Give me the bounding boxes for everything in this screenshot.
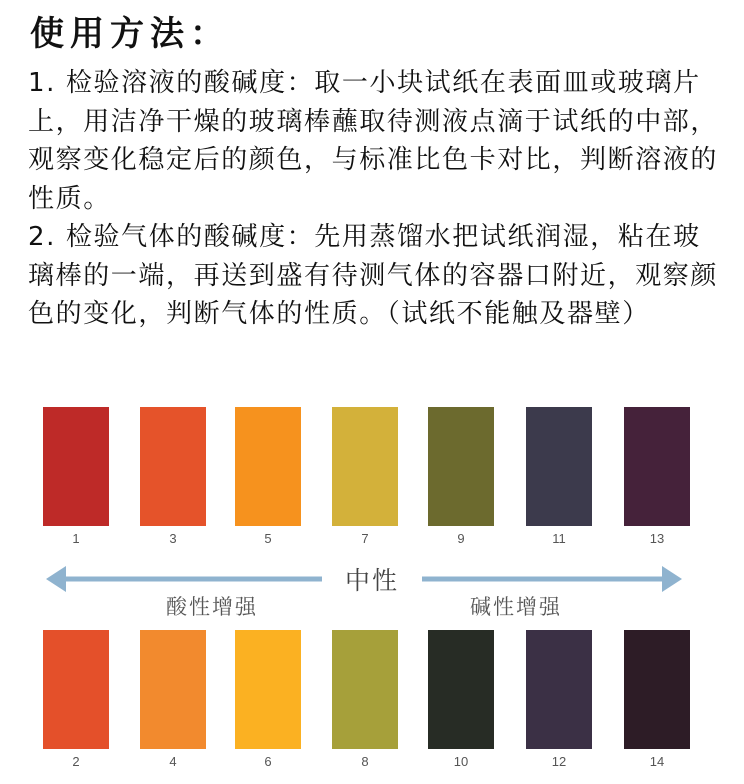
ph-label: 4 <box>169 754 177 769</box>
ph-label: 2 <box>72 754 80 769</box>
alkali-label: 碱性增强 <box>470 595 562 619</box>
color-swatch <box>526 630 592 749</box>
ph-label: 12 <box>551 754 567 769</box>
ph-label: 11 <box>552 531 566 546</box>
ph-label: 5 <box>264 531 272 546</box>
ph-label: 14 <box>649 754 665 769</box>
page-title: 使用方法： <box>30 14 230 54</box>
ph-label: 3 <box>169 531 177 546</box>
neutral-label: 中性 <box>326 561 418 597</box>
ph-label: 8 <box>361 754 369 769</box>
color-swatch <box>140 630 206 749</box>
ph-label: 7 <box>361 531 369 546</box>
ph-label: 6 <box>264 754 272 769</box>
ph-label: 10 <box>453 754 469 769</box>
color-swatch <box>332 630 398 749</box>
instruction-step-1: 1. 检验溶液的酸碱度：取一小块试纸在表面皿或玻璃片上，用洁净干燥的玻璃棒蘸取待测液点滴于试纸的中部，观察变化稳定后的颜色，与标准比色卡对比，判断溶液的性质。 <box>28 68 719 214</box>
acid-label: 酸性增强 <box>166 595 258 619</box>
color-swatch <box>624 630 690 749</box>
ph-label: 1 <box>72 531 80 546</box>
color-swatch <box>235 630 301 749</box>
instruction-step-2: 2. 检验气体的酸碱度：先用蒸馏水把试纸润湿，粘在玻璃棒的一端，再送到盛有待测气体的容器口附近，观察颜色的变化，判断气体的性质。（试纸不能触及器壁） <box>28 222 719 329</box>
color-swatch <box>43 630 109 749</box>
arrow-head-left <box>46 566 66 592</box>
instructions <box>28 64 718 334</box>
ph-color-chart <box>0 395 744 784</box>
color-swatch <box>428 630 494 749</box>
ph-label: 13 <box>649 531 665 546</box>
ph-label: 9 <box>457 531 465 546</box>
arrow-head-right <box>662 566 682 592</box>
